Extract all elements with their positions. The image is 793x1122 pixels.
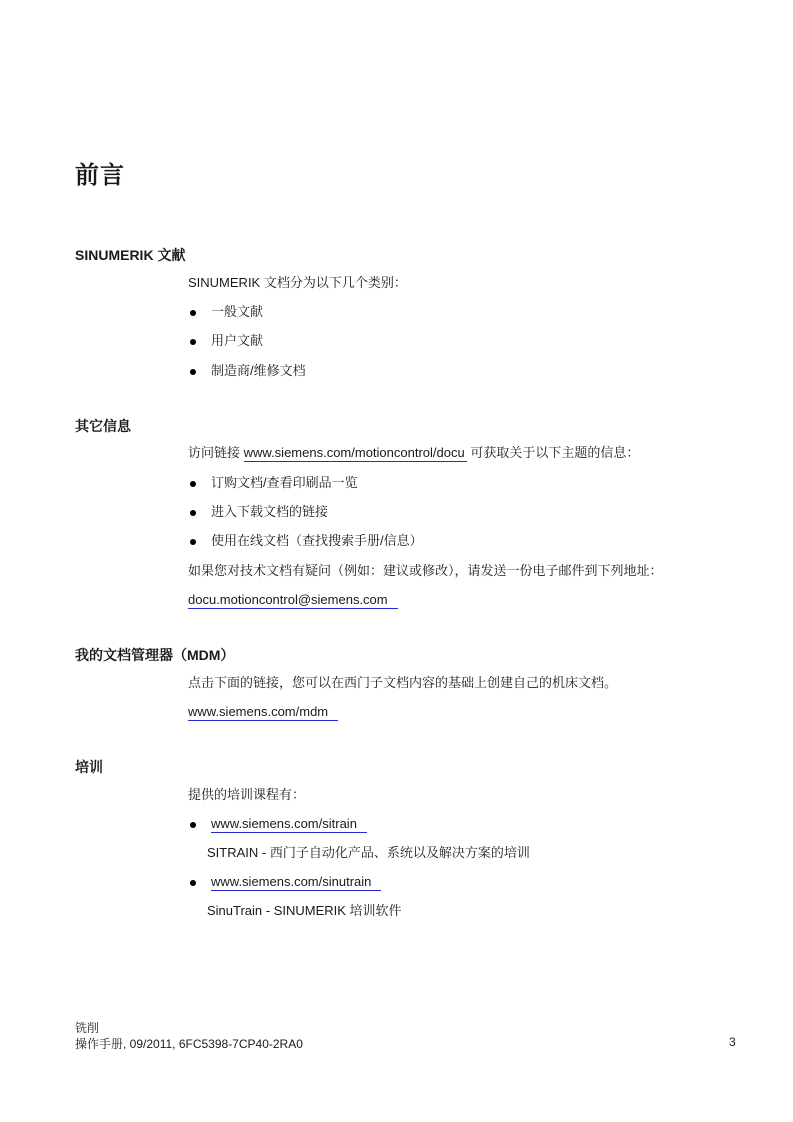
section-heading-training: 培训 [75, 759, 103, 775]
training-intro: 提供的培训课程有： [188, 787, 306, 802]
email-link[interactable]: docu.motioncontrol@siemens.com [188, 592, 398, 609]
sitrain-link[interactable]: www.siemens.com/sitrain [211, 816, 367, 833]
section-heading-mdm: 我的文档管理器（MDM） [75, 647, 235, 663]
list-item: 制造商/维修文档 [211, 363, 306, 378]
bullet-icon [190, 310, 196, 316]
bullet-icon [190, 510, 196, 516]
bullet-icon [190, 880, 196, 886]
bullet-icon [190, 369, 196, 375]
sinutrain-desc: SinuTrain - SINUMERIK 培训软件 [207, 903, 402, 918]
bullet-icon [190, 539, 196, 545]
footer-product: 铣削 [75, 1021, 100, 1035]
page-title: 前言 [75, 162, 125, 189]
mdm-text: 点击下面的链接，您可以在西门子文档内容的基础上创建自己的机床文档。 [188, 675, 618, 690]
page-number: 3 [729, 1035, 736, 1049]
bullet-icon [190, 339, 196, 345]
list-item: 用户文献 [211, 333, 264, 348]
motioncontrol-docu-link[interactable]: www.siemens.com/motioncontrol/docu [243, 445, 465, 460]
list-item: 进入下载文档的链接 [211, 504, 329, 519]
feedback-text: 如果您对技术文档有疑问（例如：建议或修改），请发送一份电子邮件到下列地址： [188, 563, 663, 578]
sec2-intro-suffix: 可获取关于以下主题的信息： [466, 445, 640, 460]
sinutrain-link[interactable]: www.siemens.com/sinutrain [211, 874, 381, 891]
bullet-icon [190, 481, 196, 487]
section-heading-sinumerik-docs: SINUMERIK 文献 [75, 247, 186, 263]
sec1-intro: SINUMERIK 文档分为以下几个类别： [188, 275, 407, 290]
list-item: 使用在线文档（查找搜索手册/信息） [211, 533, 423, 548]
sec2-intro [188, 444, 639, 462]
bullet-icon [190, 822, 196, 828]
section-heading-other-info: 其它信息 [75, 418, 131, 434]
sitrain-desc: SITRAIN - 西门子自动化产品、系统以及解决方案的培训 [207, 845, 530, 860]
list-item: 订购文档/查看印刷品一览 [211, 475, 358, 490]
mdm-link[interactable]: www.siemens.com/mdm [188, 704, 338, 721]
list-item: 一般文献 [211, 304, 264, 319]
sec2-intro-prefix: 访问链接 [188, 445, 244, 460]
footer-manual-info: 操作手册, 09/2011, 6FC5398-7CP40-2RA0 [75, 1037, 303, 1051]
